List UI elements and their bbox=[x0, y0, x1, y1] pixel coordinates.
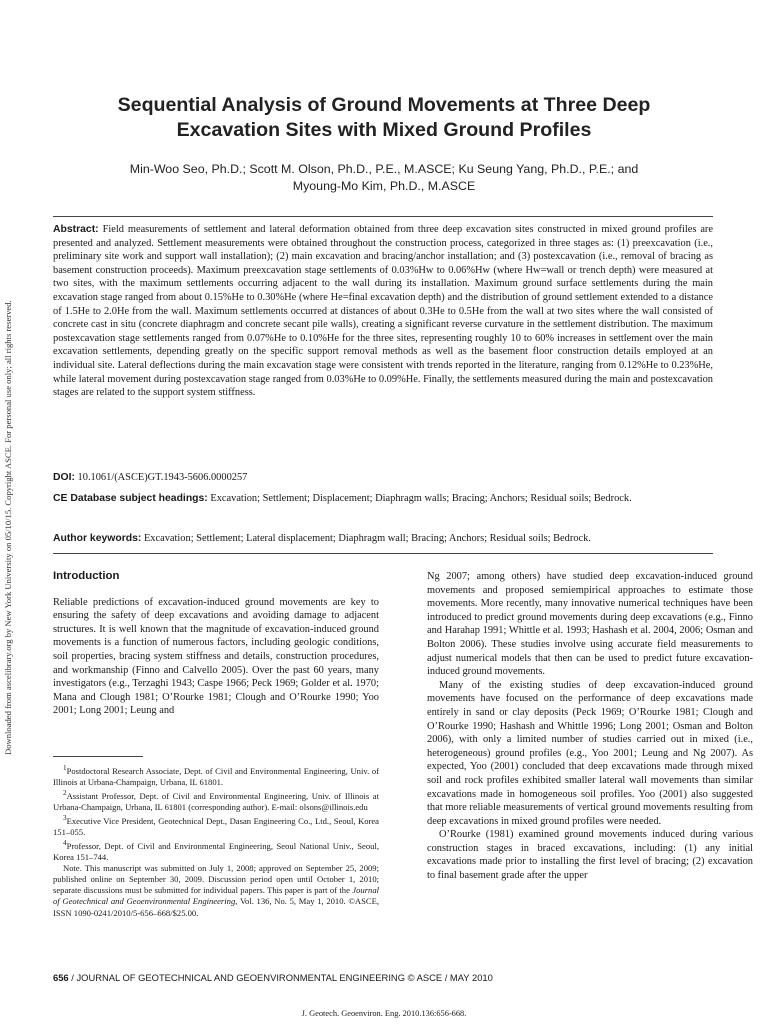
download-notice-text: Downloaded from ascelibrary.org by New York University on 05/10/15. Copyright ASCE. For personal use only; all rights reserved. bbox=[3, 300, 13, 755]
author-keywords-text: Excavation; Settlement; Lateral displacement; Diaphragm wall; Bracing; Anchors; Residual soils; Bedrock. bbox=[143, 533, 591, 544]
subject-headings bbox=[53, 492, 713, 506]
citation-line: J. Geotech. Geoenviron. Eng. 2010.136:656-668. bbox=[301, 1009, 467, 1018]
abstract-label: Abstract: bbox=[53, 224, 99, 235]
paper-title bbox=[40, 93, 728, 143]
manuscript-note: Note. This manuscript was submitted on July 1, 2008; approved on September 25, 2009; published online on September 30, 2009. Discussion period open until October 1, 2010; separate discussions must be submitted for individual papers. This paper is part of the Journal of Geotechnical and Geoenvironmental Engineering, Vol. 136, No. 5, May 1, 2010. ©ASCE, ISSN 1090-0241/2010/5-656–668/$25.00. bbox=[53, 863, 380, 918]
top-rule bbox=[53, 216, 713, 217]
doi-label: DOI: bbox=[53, 472, 75, 483]
doi-link[interactable]: 10.1061/(ASCE)GT.1943-5606.0000257 bbox=[77, 472, 248, 483]
page-footer bbox=[53, 972, 713, 983]
right-paragraph-2: Many of the existing studies of deep excavation-induced ground movements have focused on the performance of deep excavations made entirely in sand or clay deposits (Peck 1969; O’Rourke 1981; Clough and O’Rourke 1990; Hashash and Whittle 1996; Long 2001; Osman and Bolton 2006), with only a limited number of studies carried out in mixed (i.e., heterogeneous) ground profiles (e.g., Yoo 2001; Leung and Ng 2007). As expected, Yoo (2001) concluded that deep excavations made through mixed soil and rock profiles exhibited smaller lateral wall movements than similar excavations made in homogeneous soil profiles. Yoo (2001) also suggested that more reliable measurements of vertical ground movements resulting from deep excavations in mixed ground profiles were needed. bbox=[427, 679, 753, 827]
author-keywords-label: Author keywords: bbox=[53, 533, 142, 544]
right-paragraph-3: O’Rourke (1981) examined ground movements induced during various construction stages in braced excavations, including: (1) any initial excavations made prior to installing the first level of bracing; (2) excavation to final basement grade after the upper bbox=[427, 829, 753, 882]
footnote-4: $^4$Professor, Dept. of Civil and Environmental Engineering, Seoul National Univ., Seoul, Korea 151–744. bbox=[53, 839, 379, 863]
right-column bbox=[427, 570, 753, 883]
subject-headings-text: Excavation; Settlement; Displacement; Diaphragm walls; Bracing; Anchors; Residual soils; Bedrock. bbox=[210, 493, 632, 504]
page-number: 656 bbox=[53, 972, 69, 983]
introduction-heading: Introduction bbox=[53, 570, 120, 582]
download-notice bbox=[3, 235, 15, 755]
footnote-rule bbox=[53, 756, 143, 757]
author-keywords bbox=[53, 532, 713, 546]
doi-line bbox=[53, 471, 713, 485]
journal-name: Journal of Geotechnical and Geoenvironmental Engineering bbox=[53, 885, 380, 907]
footnote-2: $^2$Assistant Professor, Dept. of Civil and Environmental Engineering, Univ. of Illinois at Urbana-Champaign, Urbana, IL 61801 (corresponding author). E-mail: olsons@illinois.edu bbox=[53, 789, 379, 812]
footnotes bbox=[53, 756, 379, 919]
footnote-3: $^3$Executive Vice President, Geotechnical Dept., Dasan Engineering Co., Ltd., Seoul, Korea 151–055. bbox=[53, 814, 379, 838]
title-line-2: Excavation Sites with Mixed Ground Profiles bbox=[176, 119, 592, 141]
authors-line-2: Myoung-Mo Kim, Ph.D., M.ASCE bbox=[292, 179, 476, 193]
footnote-1: $^1$Postdoctoral Research Associate, Dept. of Civil and Environmental Engineering, Univ. of Illinois at Urbana-Champaign, Urbana, IL 61801. bbox=[53, 764, 379, 787]
subject-headings-label: CE Database subject headings: bbox=[53, 493, 208, 504]
title-line-1: Sequential Analysis of Ground Movements at Three Deep bbox=[117, 94, 651, 116]
abstract-text: Field measurements of settlement and lateral deformation obtained from three deep excavation sites constructed in mixed ground profiles are presented and analyzed. Settlement measurements were obtained throughout the construction process, categorized in three stages as: (1) preexcavation (i.e., preliminary site work and support wall installation); (2) main excavation and bracing/anchor installation; and (3) postexcavation (i.e., removal of bracing as basement construction proceeds). Maximum preexcavation stage settlements of 0.03%Hw to 0.06%Hw (where Hw=wall or trench depth) were measured at two sites, with the maximum settlements occurring adjacent to the wall during its installation. Maximum ground surface settlements during the main excavation stage ranged from about 0.15%He to 0.30%He (where He=final excavation depth) and the distribution of ground settlement extended to a distance of 1.5He to 2.0He from the wall. Maximum settlements occurred at distances of about 0.3He to 0.5He from the wall at two sites where the wall consisted of concrete cast in situ (concrete diaphragm and concrete secant pile walls), creating a significant reverse curvature in the settlement distribution. The maximum postexcavation stage settlements ranged from 0.07%He to 0.10%He for the three sites, representing roughly 10 to 60% increases in settlement over the main excavation settlements, depending greatly on the specific support removal methods as well as the basement floor construction details employed at an individual site. Lateral deflections during the main excavation stage were consistent with trends reported in the literature, ranging from 0.12%He to 0.23%He, while lateral movement during postexcavation stage ranged from 0.03%He to 0.09%He. Finally, the settlements measured during the main and postexcavation stages are related to the support system stiffness. bbox=[53, 224, 714, 399]
intro-paragraph: Reliable predictions of excavation-induced ground movements are key to ensuring the safety of deep excavations and avoiding damage to adjacent structures. It is well known that the magnitude of excavation-induced ground movements is a function of numerous factors, including geologic conditions, soil properties, bracing system stiffness and details, construction procedures, and workmanship (Finno and Calvello 2005). Over the past 60 years, many investigators (e.g., Terzaghi 1943; Caspe 1966; Peck 1969; Golder et al. 1970; Mana and Clough 1981; O’Rourke 1981; Clough and O’Rourke 1990; Yoo 2001; Long 2001; Leung and bbox=[53, 596, 379, 717]
authors-line-1: Min-Woo Seo, Ph.D.; Scott M. Olson, Ph.D., P.E., M.ASCE; Ku Seung Yang, Ph.D., P.E.; and bbox=[129, 162, 639, 176]
journal-footer: / JOURNAL OF GEOTECHNICAL AND GEOENVIRONMENTAL ENGINEERING © ASCE / MAY 2010 bbox=[71, 972, 493, 983]
abstract bbox=[53, 223, 713, 400]
section-rule bbox=[53, 553, 713, 554]
right-paragraph-1: Ng 2007; among others) have studied deep excavation-induced ground movements and proposed semiempirical approaches to estimate those movements. More recently, many innovative numerical techniques have been introduced to predict ground movements during deep excavations (e.g., Finno and Harahap 1991; Whittle et al. 1993; Hashash et al. 2004, 2006; Osman and Bolton 2006). These studies involve using accurate field measurements to adjust numerical models that then can be used to predict future excavation-induced ground movements. bbox=[427, 571, 753, 678]
author-list bbox=[60, 161, 708, 195]
left-column bbox=[53, 570, 379, 718]
